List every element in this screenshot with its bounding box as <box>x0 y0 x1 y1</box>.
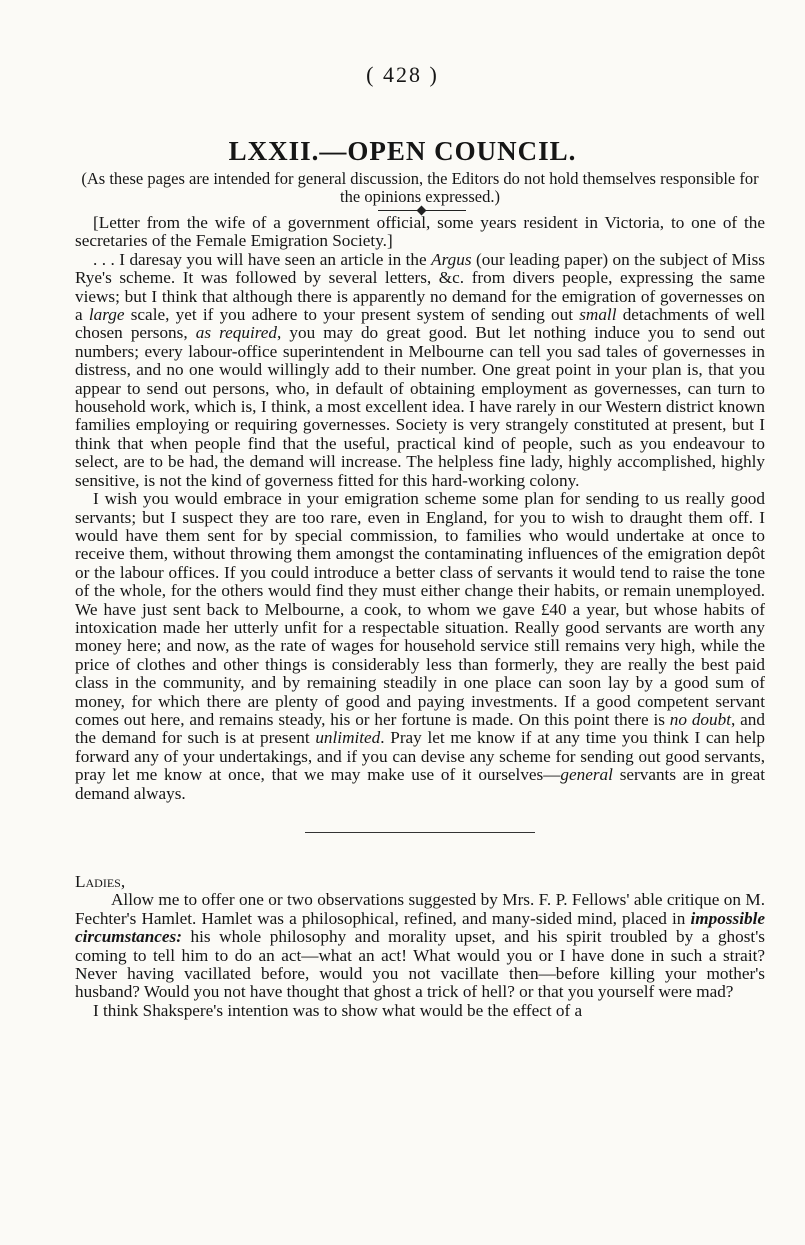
text-run: . Pray let me know if at any time you think I can help forward any of your undertakings, and if you can devise any scheme for sending out good servants, pray let me know at once, that we may make use of it ourselves— <box>75 728 766 785</box>
text-run: no doubt <box>669 709 731 729</box>
text-run: I think Shakspere's intention was to show what would be the effect of a <box>93 1000 583 1020</box>
text-run: Argus <box>431 249 472 269</box>
letter-intro: [Letter from the wife of a government official, some years resident in Victoria, to one of the secretaries of the Female Emigration Society.] <box>75 213 765 251</box>
letter-paragraph <box>75 251 765 490</box>
text-run: general <box>560 765 613 785</box>
text-run: scale, yet if you adhere to your present system of sending out <box>124 305 580 325</box>
text-run: unlimited <box>315 728 381 748</box>
text-run: detachments of well chosen persons, <box>75 305 765 343</box>
text-run: his whole philosophy and morality upset, and his spirit troubled by a ghost's coming to tell him to do an act—what an act! What would you or I have done in such a strait? Never having vacillated before, would you not vacillate then—before killing your mother's husband? Would you not have thought that ghost a trick of hell? or that you yourself were mad? <box>75 927 765 1002</box>
text-run: Allow me to offer one or two observations suggested by Mrs. F. P. Fellows' able critique on M. Fechter's Hamlet. Hamlet was a philosophical, refined, and many-sided mind, placed in <box>75 890 765 928</box>
article-body <box>75 214 765 1020</box>
text-run: , and the demand for such is at present <box>75 709 765 748</box>
text-run: impossible circumstances: <box>75 908 765 947</box>
section-title: LXXII.—OPEN COUNCIL. <box>228 136 577 166</box>
section-divider <box>305 832 535 833</box>
page-number: ( 428 ) <box>366 62 439 87</box>
ornamental-divider <box>378 210 466 211</box>
text-run: (our leading paper) on the subject of Miss Rye's scheme. It was followed by several letters, &c. from divers people, expressing the same views; but I think that although there is apparently no demand for the emigration of governesses on a <box>75 249 765 325</box>
text-run: , you may do great good. But let nothing induce you to send out numbers; every labour-office superintendent in Melbourne can tell you sad tales of governesses in distress, and no one would willingly add to their number. One great point in your plan is, that you appear to send out persons, who, in default of obtaining employment as governesses, can turn to household work, which is, I think, a most excellent idea. I have rarely in our Western district known families employing or requiring governesses. Society is very strangely constituted at present, but I think that when people find that the useful, practical kind of people, such as you endeavour to select, are to be had, the demand will increase. The helpless fine lady, highly accomplished, highly sensitive, is not the kind of governess fitted for this hard-working colony. <box>75 323 765 490</box>
text-run: . . . I daresay you will have seen an article in the <box>93 249 432 269</box>
letter-paragraph <box>75 490 765 803</box>
text-run: small <box>579 305 617 325</box>
salutation: Ladies, <box>75 872 126 891</box>
editorial-disclaimer: (As these pages are intended for general discussion, the Editors do not hold themselves responsible for the opinions expressed.) <box>81 169 759 206</box>
text-run: large <box>88 305 125 325</box>
text-run: as required <box>195 323 278 343</box>
letter-paragraph <box>75 891 765 1001</box>
text-run: I wish you would embrace in your emigration scheme some plan for sending to us really good servants; but I suspect they are too rare, even in England, for you to wish to draught them off. I would have them sent for by special commission, to families who would undertake at once to receive them, without throwing them amongst the contaminating influences of the emigration depôt or the labour offices. If you could introduce a better class of servants it would tend to raise the tone of the whole, for the others would find they must either change their habits, or remain unemployed. We have just sent back to Melbourne, a cook, to whom we gave £40 a year, but whose habits of intoxication made her utterly unfit for a respectable situation. Really good servants are worth any money here; and now, as the rate of wages for household service still remains very high, while the price of clothes and other things is considerably less than formerly, they are really the best paid class in the community, and by remaining steadily in one place can soon lay by a good sum of money, for which there are plenty of good and paying investments. If a good competent servant comes out here, and remains steady, his or her fortune is made. On this point there is <box>75 489 765 729</box>
text-run: servants are in great demand always. <box>75 765 765 803</box>
letter-paragraph <box>75 1002 765 1020</box>
